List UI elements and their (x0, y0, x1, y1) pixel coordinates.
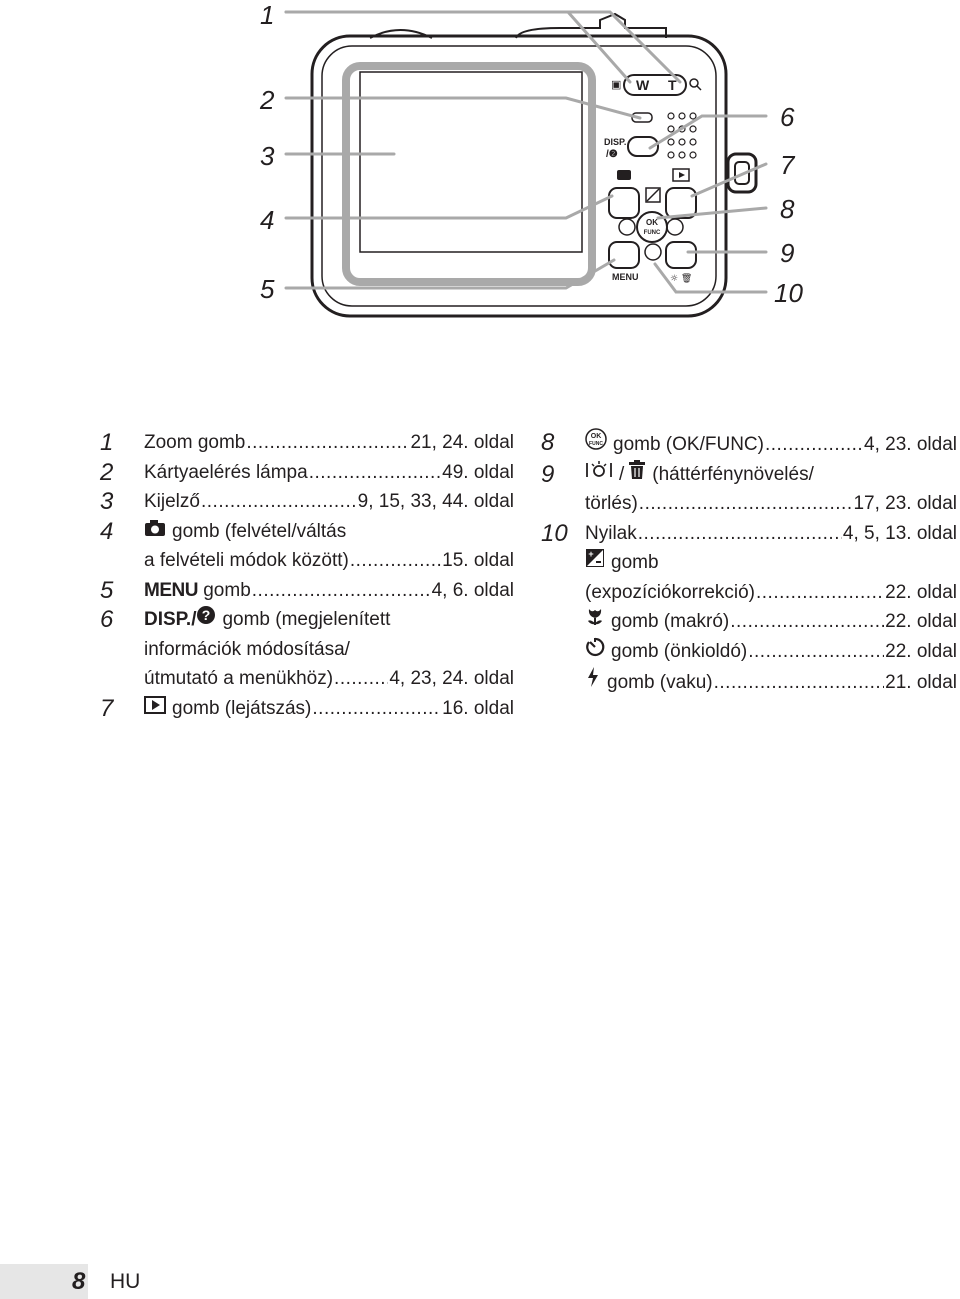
svg-text:OK: OK (590, 433, 602, 440)
svg-text:MENU: MENU (612, 272, 639, 282)
svg-text:FUNC: FUNC (589, 441, 603, 447)
camera-back-diagram (0, 0, 960, 330)
callout-3: 3 (260, 141, 275, 171)
menu-button-shape (609, 242, 639, 268)
callout-9: 9 (780, 238, 795, 268)
language-code: HU (110, 1270, 141, 1293)
backlight-boost-icon (585, 460, 613, 480)
callout-5: 5 (260, 274, 275, 304)
disp-word: DISP. (144, 609, 192, 630)
self-timer-icon (585, 637, 605, 657)
legend-item-6: 6 DISP. / ? gomb (megjelenített információk módosítása/ útmutató a menükhöz) ..... 4, 23, 24. oldal (100, 605, 514, 694)
legend-item-8: 8 OK FUNC gomb (OK/FUNC) ..... 4, 23. oldal (541, 428, 957, 460)
camera-icon (144, 519, 166, 537)
parts-legend-right (541, 428, 957, 698)
page-number: 8 (72, 1268, 86, 1295)
callout-8: 8 (780, 194, 795, 224)
callout-10: 10 (774, 278, 803, 308)
shooting-button-shape (609, 188, 639, 218)
parts-legend-left (100, 428, 514, 723)
callout-6: 6 (780, 102, 795, 132)
legend-item-9: 9 / (háttérfénynövelés/ törlés) ..... 17, 23. oldal (541, 460, 957, 519)
legend-item-7: 7 gomb (lejátszás) ..... 16. oldal (100, 694, 514, 724)
macro-flower-icon (585, 607, 605, 627)
trash-icon (628, 460, 646, 480)
svg-text:OK: OK (646, 218, 658, 227)
svg-text:+: + (588, 549, 594, 559)
help-icon (196, 605, 216, 625)
svg-text:DISP.: DISP. (604, 137, 627, 147)
exposure-compensation-icon (585, 548, 605, 568)
callout-4: 4 (260, 205, 275, 235)
callout-1: 1 (260, 0, 275, 30)
svg-text:☼ 🗑: ☼ 🗑 (670, 274, 693, 284)
menu-word: MENU (144, 579, 198, 601)
flash-icon (585, 666, 601, 688)
svg-text:▣: ▣ (611, 79, 622, 91)
playback-icon (144, 696, 166, 714)
svg-text:W: W (636, 77, 650, 93)
legend-item-10: 10 Nyilak ..... 4, 5, 13. oldal + gomb (expozíciókorrekció) ..... 22. oldal gomb (makró) ..... 22. oldal gomb (önkioldó) ..... 22. oldal gomb (vaku) ..... 21. oldal (541, 519, 957, 698)
erase-button-shape (666, 242, 696, 268)
legend-item-3: 3 Kijelző ..... 9, 15, 33, 44. oldal (100, 487, 514, 517)
svg-text:FUNC: FUNC (643, 230, 661, 236)
callout-2: 2 (260, 85, 275, 115)
brand-logo: OLYMPUS (442, 258, 506, 273)
legend-item-5: 5 MENU gomb ..... 4, 6. oldal (100, 576, 514, 606)
legend-item-4: 4 gomb (felvétel/váltás a felvételi módok között) ..... 15. oldal (100, 517, 514, 576)
legend-item-2: 2 Kártyaelérés lámpa ..... 49. oldal (100, 458, 514, 488)
svg-text:/❷: /❷ (606, 149, 618, 160)
legend-item-1: 1 Zoom gomb ..... 21, 24. oldal (100, 428, 514, 458)
svg-text:?: ? (202, 607, 211, 623)
svg-text:T: T (668, 77, 677, 93)
callout-7: 7 (780, 150, 795, 180)
ok-func-icon (585, 428, 607, 450)
